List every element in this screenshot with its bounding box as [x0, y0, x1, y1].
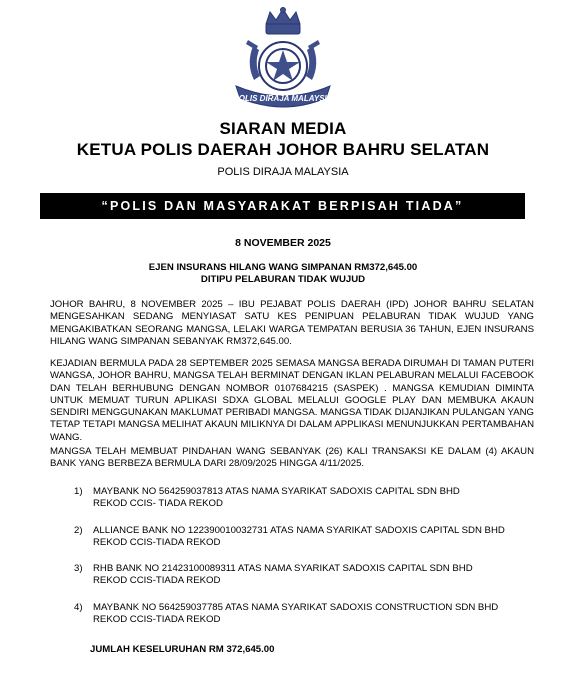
svg-text:POLIS DIRAJA MALAYSIA: POLIS DIRAJA MALAYSIA	[233, 94, 333, 103]
account-detail: RHB BANK NO 21423100089311 ATAS NAMA SYARIKAT SADOXIS CAPITAL SDN BHD	[93, 563, 473, 575]
account-detail: MAYBANK NO 564259037813 ATAS NAMA SYARIKAT SADOXIS CAPITAL SDN BHD	[93, 486, 460, 497]
bank-account-list	[74, 486, 524, 640]
account-record: REKOD CCIS- TIADA REKOD	[93, 498, 223, 510]
document-subtitle: KETUA POLIS DAERAH JOHOR BAHRU SELATAN	[76, 140, 490, 159]
motto-text: “POLIS DAN MASYARAKAT BERPISAH TIADA”	[101, 199, 464, 213]
account-record: REKOD CCIS-TIADA REKOD	[93, 536, 221, 548]
police-crest-logo	[228, 6, 338, 110]
agency-name: POLIS DIRAJA MALAYSIA	[217, 166, 349, 178]
motto-banner	[40, 193, 525, 219]
headline-line-2: DITIPU PELABURAN TIDAK WUJUD	[200, 274, 366, 285]
list-item	[74, 602, 524, 627]
list-number: 1)	[74, 486, 83, 497]
total-amount: JUMLAH KESELURUHAN RM 372,645.00	[90, 644, 275, 655]
account-detail: MAYBANK NO 564259037785 ATAS NAMA SYARIKAT SADOXIS CONSTRUCTION SDN BHD	[93, 601, 499, 613]
account-record: REKOD CCIS-TIADA REKOD	[93, 614, 221, 626]
paragraph-intro: JOHOR BAHRU, 8 NOVEMBER 2025 – IBU PEJABAT POLIS DAERAH (IPD) JOHOR BAHRU SELATAN MENGESAHKAN SEDANG MENYIASAT SATU KES PENIPUAN PELABURAN TIDAK WUJUD YANG MENGAKIBATKAN SEORANG MANGSA, LELAKI WARGA TEMPATAN BERUSIA 36 TAHUN, EJEN INSURANS HILANG WANG SIMPANAN SEBANYAK RM372,645.00.	[50, 299, 534, 347]
headline-line-1: EJEN INSURANS HILANG WANG SIMPANAN RM372,645.00	[148, 262, 418, 273]
list-item	[74, 563, 524, 588]
list-number: 3)	[74, 563, 83, 575]
list-number: 2)	[74, 524, 83, 536]
headline	[0, 262, 566, 286]
release-date: 8 NOVEMBER 2025	[235, 237, 331, 249]
document-title: SIARAN MEDIA	[219, 119, 347, 138]
account-detail: ALLIANCE BANK NO 122390010032731 ATAS NAMA SYARIKAT SADOXIS CAPITAL SDN BHD	[93, 524, 505, 536]
list-number: 4)	[74, 601, 83, 613]
list-item	[74, 525, 524, 550]
paragraph-incident: KEJADIAN BERMULA PADA 28 SEPTEMBER 2025 SEMASA MANGSA BERADA DIRUMAH DI TAMAN PUTERI WANGSA, JOHOR BAHRU, MANGSA TELAH BERMINAT DENGAN IKLAN PELABURAN MELALUI FACEBOOK DAN TELAH BERHUBUNG DENGAN NOMBOR 0107684215 (SASPEK) . MANGSA KEMUDIAN DIMINTA UNTUK MEMUAT TURUN APLIKASI SDXA GLOBAL MELALUI GOOGLE PLAY DAN MEMBUKA AKAUN SENDIRI MENGGUNAKAN MAKLUMAT PERIBADI MANGSA. MANGSA TIDAK DIJANJIKAN PULANGAN YANG TETAP TETAPI MANGSA MELIHAT AKAUN MILIKNYA DI DALAM APPLIKASI MENUNJUKKAN PERTAMBAHAN WANG.	[50, 358, 534, 443]
paragraph-transfers: MANGSA TELAH MEMBUAT PINDAHAN WANG SEBANYAK (26) KALI TRANSAKSI KE DALAM (4) AKAUN BANK YANG BERBEZA BERMULA DARI 28/09/2025 HINGGA 4/11/2025.	[50, 446, 534, 470]
list-item	[74, 486, 524, 511]
account-record: REKOD CCIS-TIADA REKOD	[93, 575, 221, 587]
